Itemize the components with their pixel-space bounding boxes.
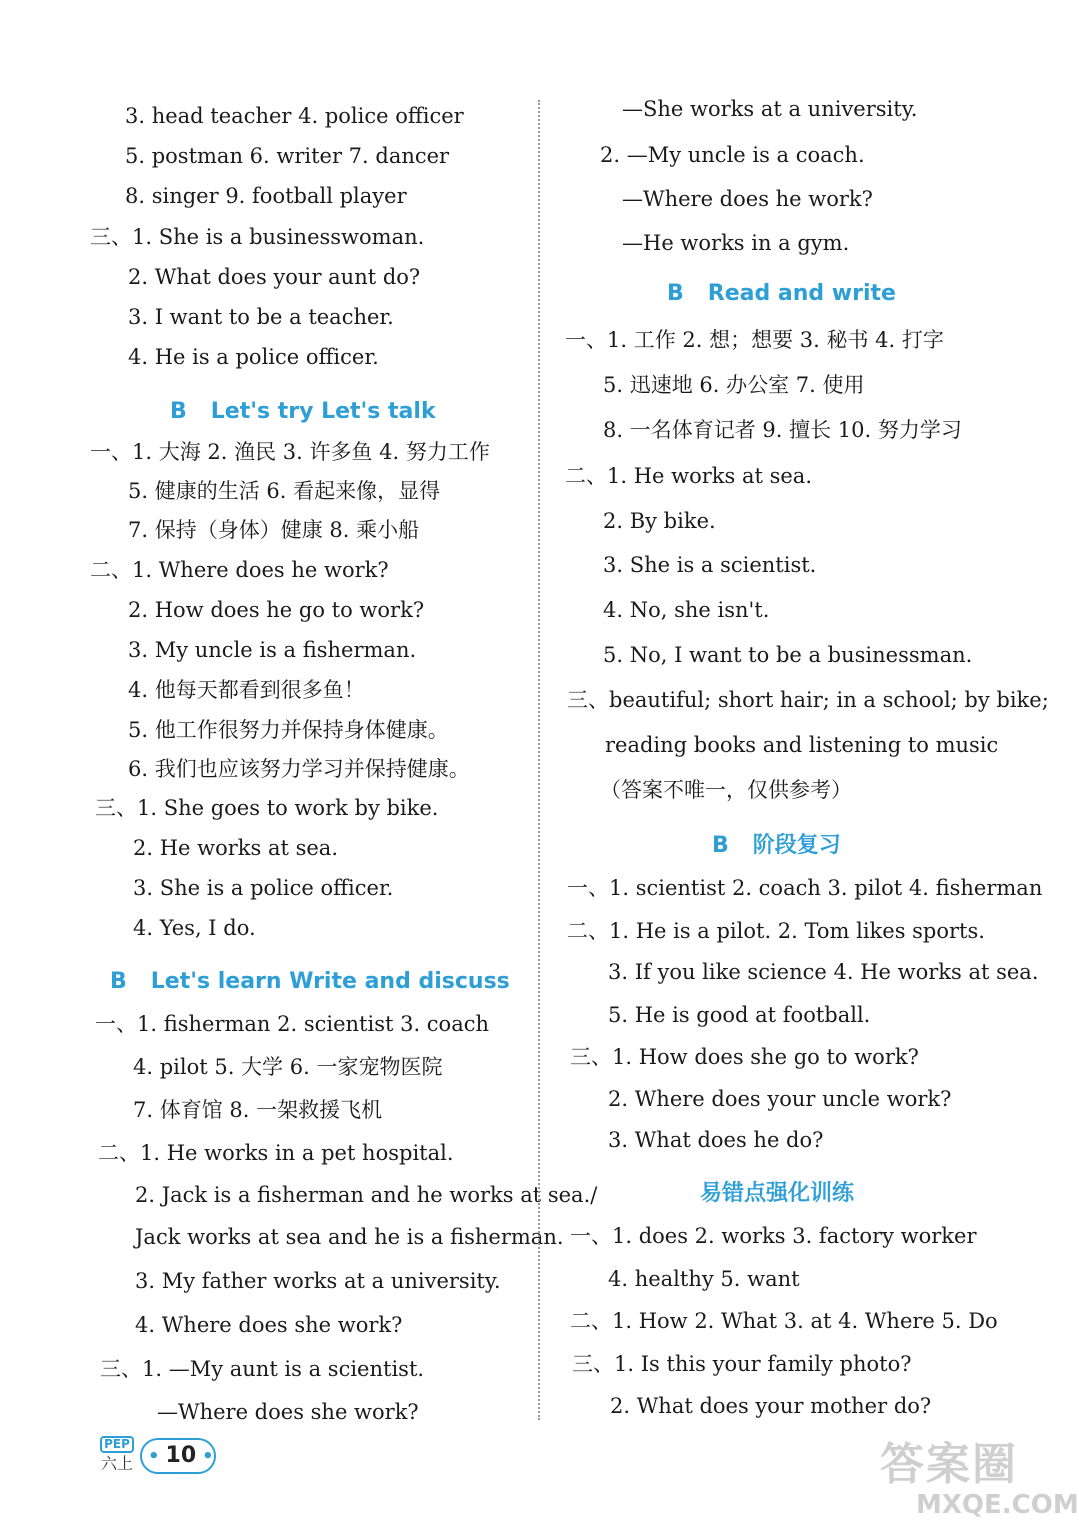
answer-line: （答案不唯一，仅供参考） xyxy=(600,778,852,802)
answer-line: 三、1. —My aunt is a scientist. xyxy=(100,1357,425,1381)
answer-line: 4. He is a police officer. xyxy=(128,345,379,369)
answer-line: 二、1. How 2. What 3. at 4. Where 5. Do xyxy=(570,1309,998,1333)
answer-line: 2. What does your mother do? xyxy=(610,1394,932,1418)
page-dot-left: • xyxy=(148,1446,160,1467)
answer-line: 7. 保持（身体）健康 8. 乘小船 xyxy=(128,518,420,542)
section-heading xyxy=(700,1180,854,1208)
answer-line: 二、1. He works at sea. xyxy=(565,464,812,488)
answer-line: 5. No, I want to be a businessman. xyxy=(603,643,973,667)
pep-badge xyxy=(100,1436,134,1475)
answer-line: Jack works at sea and he is a fisherman. xyxy=(135,1225,564,1249)
answer-line: —Where does he work? xyxy=(622,187,873,211)
section-title: 阶段复习 xyxy=(752,833,841,858)
pep-label: PEP xyxy=(100,1436,134,1453)
section-title: Let's try Let's talk xyxy=(210,399,436,424)
answer-line: 5. He is good at football. xyxy=(608,1003,871,1027)
answer-line: 6. 我们也应该努力学习并保持健康。 xyxy=(128,757,470,781)
answer-line: 2. What does your aunt do? xyxy=(128,265,421,289)
answer-line: 一、1. 大海 2. 渔民 3. 许多鱼 4. 努力工作 xyxy=(90,440,490,464)
answer-line: 3. She is a police officer. xyxy=(133,876,394,900)
answer-line: 3. If you like science 4. He works at sea. xyxy=(608,960,1039,984)
answer-line: 4. No, she isn't. xyxy=(603,598,770,622)
answer-line: 4. 他每天都看到很多鱼！ xyxy=(128,678,365,702)
answer-line: 三、1. How does she go to work? xyxy=(570,1045,919,1069)
answer-line: 7. 体育馆 8. 一架救援飞机 xyxy=(133,1098,383,1122)
answer-line: 8. 一名体育记者 9. 擅长 10. 努力学习 xyxy=(603,418,962,442)
answer-line: 3. I want to be a teacher. xyxy=(128,305,394,329)
answer-line: 3. head teacher 4. police officer xyxy=(125,104,464,128)
answer-line: 2. How does he go to work? xyxy=(128,598,425,622)
section-heading xyxy=(170,398,436,426)
section-letter: B xyxy=(170,399,187,424)
section-letter: B xyxy=(667,281,684,306)
answer-line: 3. What does he do? xyxy=(608,1128,824,1152)
page-number: 10 xyxy=(165,1443,197,1468)
answer-line: 3. She is a scientist. xyxy=(603,553,817,577)
answer-line: 3. My uncle is a fisherman. xyxy=(128,638,417,662)
section-heading xyxy=(110,968,510,996)
answer-line: 5. 他工作很努力并保持身体健康。 xyxy=(128,718,449,742)
answer-line: 4. pilot 5. 大学 6. 一家宠物医院 xyxy=(133,1055,443,1079)
answer-line: 2. By bike. xyxy=(603,509,716,533)
section-title: Let's learn Write and discuss xyxy=(150,969,510,994)
answer-line: 2. —My uncle is a coach. xyxy=(600,143,865,167)
answer-line: 8. singer 9. football player xyxy=(125,184,407,208)
answer-line: 二、1. Where does he work? xyxy=(90,558,389,582)
answer-line: 一、1. 工作 2. 想；想要 3. 秘书 4. 打字 xyxy=(565,328,944,352)
section-title: 易错点强化训练 xyxy=(700,1181,855,1206)
section-heading xyxy=(712,832,841,860)
answer-line: 一、1. scientist 2. coach 3. pilot 4. fisherman xyxy=(567,876,1043,900)
answer-line: —She works at a university. xyxy=(622,97,918,121)
answer-line: 5. postman 6. writer 7. dancer xyxy=(125,144,450,168)
answer-line: 4. Where does she work? xyxy=(135,1313,403,1337)
answer-line: 二、1. He works in a pet hospital. xyxy=(98,1141,454,1165)
page-number-box xyxy=(140,1438,216,1474)
answer-line: reading books and listening to music xyxy=(605,733,999,757)
answer-line: 一、1. fisherman 2. scientist 3. coach xyxy=(95,1012,490,1036)
section-heading xyxy=(667,280,896,308)
answer-line: 三、beautiful; short hair; in a school; by bike; xyxy=(567,688,1049,712)
answer-line: 4. healthy 5. want xyxy=(608,1267,800,1291)
grade-label: 六上 xyxy=(100,1454,133,1473)
answer-line: 2. Where does your uncle work? xyxy=(608,1087,952,1111)
watermark-en: MXQE.COM xyxy=(916,1490,1079,1520)
answer-line: 一、1. does 2. works 3. factory worker xyxy=(570,1224,977,1248)
watermark-cn: 答案圈 xyxy=(880,1439,1018,1490)
answer-line: 5. 迅速地 6. 办公室 7. 使用 xyxy=(603,373,865,397)
answer-line: 2. He works at sea. xyxy=(133,836,338,860)
answer-line: 3. My father works at a university. xyxy=(135,1269,501,1293)
answer-line: 5. 健康的生活 6. 看起来像，显得 xyxy=(128,479,441,503)
section-title: Read and write xyxy=(707,281,896,306)
page-dot-right: • xyxy=(202,1446,214,1467)
answer-line: 三、1. She is a businesswoman. xyxy=(90,225,425,249)
column-divider xyxy=(538,100,540,1420)
section-letter: B xyxy=(110,969,127,994)
answer-line: 二、1. He is a pilot. 2. Tom likes sports. xyxy=(567,919,985,943)
watermark-logo xyxy=(880,1439,1079,1530)
answer-line: 三、1. Is this your family photo? xyxy=(572,1352,912,1376)
answer-line: —Where does she work? xyxy=(157,1400,419,1424)
answer-line: 4. Yes, I do. xyxy=(133,916,256,940)
answer-line: —He works in a gym. xyxy=(622,231,850,255)
answer-line: 2. Jack is a fisherman and he works at sea./ xyxy=(135,1183,598,1207)
answer-line: 三、1. She goes to work by bike. xyxy=(95,796,439,820)
section-letter: B xyxy=(712,833,729,858)
